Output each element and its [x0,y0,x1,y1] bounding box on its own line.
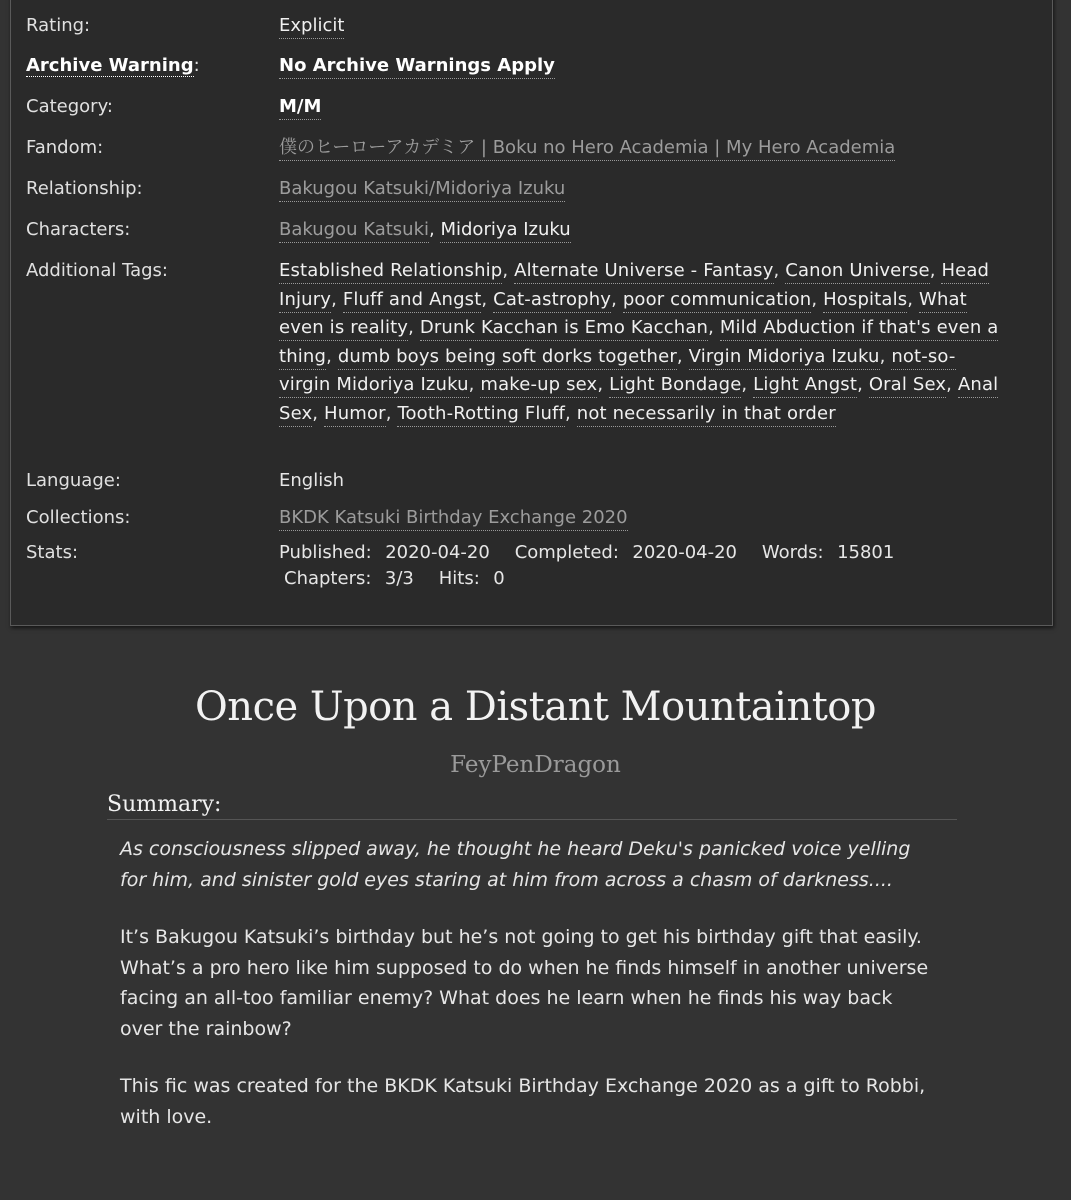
additional-tag[interactable]: Canon Universe [785,260,929,284]
chapters-value: 3/3 [384,568,414,589]
additional-tags-label: Additional Tags: [26,260,168,281]
relationship-label: Relationship: [26,178,143,199]
language-value: English [279,470,344,491]
additional-tag[interactable]: What even is reality [279,289,967,342]
additional-tag[interactable]: not-so-virgin Midoriya Izuku [279,346,956,399]
hits-label: Hits: [438,568,480,589]
character-tag[interactable]: Midoriya Izuku [440,219,570,243]
additional-tag[interactable]: Hospitals [823,289,907,313]
additional-tag[interactable]: Light Angst [753,374,857,398]
additional-tag[interactable]: Mild Abduction if that's even a thing [279,317,998,370]
collections-label: Collections: [26,507,131,528]
additional-tag[interactable]: Virgin Midoriya Izuku [689,346,880,370]
fandom-tag[interactable]: 僕のヒーローアカデミア | Boku no Hero Academia | My Hero Academia [279,137,895,161]
work-meta-panel: Rating: Explicit Archive Warning: No Archive Warnings Apply Category: M/M Fandom: 僕のヒーローアカデミア | Boku no Hero Academia | My Hero Academia Relationship: Bakugou Katsuki/Midoriya Izuku Characters: Bakugou Katsuki, Midoriya Izuku Additional Tags: Established Relationship, Alternate Universe - Fantasy, Canon Universe, Head Injury, Fluff and Angst, Cat-astrophy, poor communication, Hospitals, What even is reality, Drunk Kacchan is Emo Kacchan, Mild Abduction if that's even a thing, dumb boys being soft dorks together, Virgin Midoriya Izuku, not-so-virgin Midoriya Izuku, make-up sex, Light Bondage, Light Angst, Oral Sex, Anal Sex, Humor, Tooth-Rotting Fluff, not necessarily in that order Language: English Collections: BKDK Katsuki Birthday Exchange 2020 Stats: Published: 2020-04-20 Completed: 2020-04-20 Words: 15801 Chapters: 3/3 Hits: 0 [10,0,1053,626]
additional-tag[interactable]: Drunk Kacchan is Emo Kacchan [420,317,708,341]
additional-tag[interactable]: Alternate Universe - Fantasy [514,260,773,284]
characters-label: Characters: [26,219,131,240]
summary-body [120,834,940,1159]
additional-tag[interactable]: Humor [324,403,386,427]
rating-label: Rating: [26,15,91,36]
summary-paragraph: It’s Bakugou Katsuki’s birthday but he’s not going to get his birthday gift that easily. What’s a pro hero like him supposed to do when he finds himself in another universe facing an all-too familiar enemy? What does he learn when he finds his way back over the rainbow? [120,926,929,1040]
relationship-tag[interactable]: Bakugou Katsuki/Midoriya Izuku [279,178,565,202]
language-label: Language: [26,470,121,491]
summary-heading: Summary: [107,792,957,820]
published-label: Published: [279,542,372,563]
additional-tag[interactable]: poor communication [623,289,811,313]
category-tag[interactable]: M/M [279,96,321,120]
summary-paragraph: As consciousness slipped away, he thought he heard Deku's panicked voice yelling for him, and sinister gold eyes staring at him from across a chasm of darkness.... [120,838,911,891]
category-label: Category: [26,96,113,117]
additional-tag[interactable]: Oral Sex [869,374,946,398]
additional-tag[interactable]: not necessarily in that order [577,403,836,427]
additional-tag[interactable]: Light Bondage [609,374,741,398]
summary-paragraph: This fic was created for the BKDK Katsuki Birthday Exchange 2020 as a gift to Robbi, with love. [120,1075,926,1128]
fandom-label: Fandom: [26,137,104,158]
additional-tag[interactable]: Established Relationship [279,260,502,284]
additional-tag[interactable]: Anal Sex [279,374,998,427]
additional-tag[interactable]: Head Injury [279,260,989,313]
additional-tag[interactable]: Fluff and Angst [343,289,482,313]
stats-line-2 [279,566,999,592]
completed-value: 2020-04-20 [632,542,737,563]
work-title: Once Upon a Distant Mountaintop [195,684,876,730]
hits-value: 0 [493,568,505,589]
additional-tags-list: Established Relationship, Alternate Universe - Fantasy, Canon Universe, Head Injury, Fluff and Angst, Cat-astrophy, poor communication, Hospitals, What even is reality, Drunk Kacchan is Emo Kacchan, Mild Abduction if that's even a thing, dumb boys being soft dorks together, Virgin Midoriya Izuku, not-so-virgin Midoriya Izuku, make-up sex, Light Bondage, Light Angst, Oral Sex, Anal Sex, Humor, Tooth-Rotting Fluff, not necessarily in that order [279,257,999,428]
warning-tag[interactable]: No Archive Warnings Apply [279,55,555,79]
additional-tag[interactable]: make-up sex [480,374,597,398]
additional-tag[interactable]: Tooth-Rotting Fluff [397,403,565,427]
character-tag[interactable]: Bakugou Katsuki [279,219,429,243]
words-value: 15801 [837,542,895,563]
additional-tag[interactable]: dumb boys being soft dorks together [338,346,677,370]
stats-label: Stats: [26,542,79,563]
chapters-label: Chapters: [284,568,372,589]
words-label: Words: [761,542,824,563]
published-value: 2020-04-20 [385,542,490,563]
collection-link[interactable]: BKDK Katsuki Birthday Exchange 2020 [279,507,628,531]
completed-label: Completed: [514,542,619,563]
warning-label[interactable]: Archive Warning: [26,55,200,76]
rating-tag[interactable]: Explicit [279,15,344,39]
additional-tag[interactable]: Cat-astrophy [493,289,611,313]
stats-line-1 [279,540,999,566]
work-author[interactable]: FeyPenDragon [450,752,621,778]
